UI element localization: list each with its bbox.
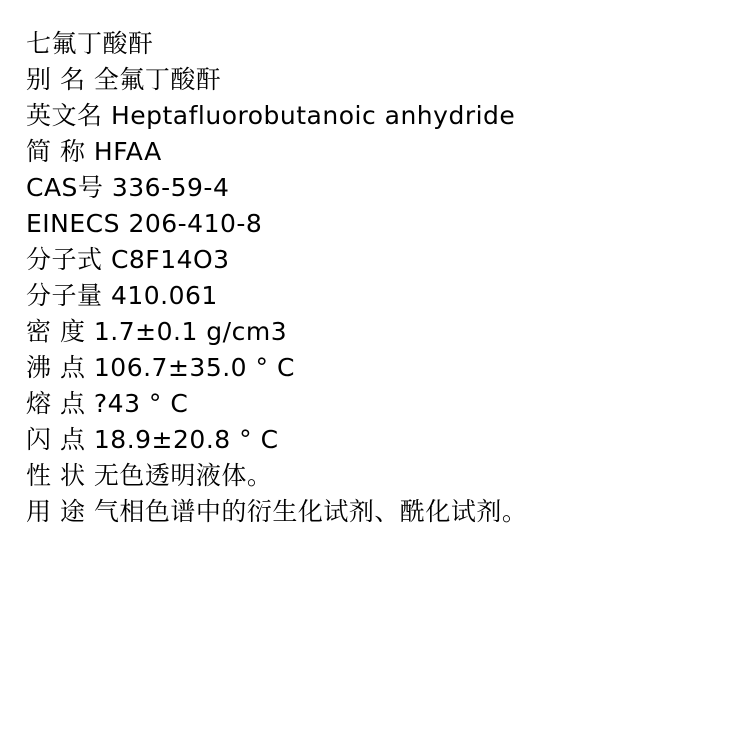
flash-point-line: 闪 点 18.9±20.8 ° C bbox=[26, 425, 279, 454]
usage-line: 用 途 气相色谱中的衍生化试剂、酰化试剂。 bbox=[26, 497, 528, 526]
alias-line: 别 名 全氟丁酸酐 bbox=[26, 65, 222, 94]
density-line: 密 度 1.7±0.1 g/cm3 bbox=[26, 317, 288, 346]
einecs-line: EINECS 206-410-8 bbox=[26, 209, 263, 238]
english-name-line: 英文名 Heptafluorobutanoic anhydride bbox=[26, 101, 516, 130]
appearance-line: 性 状 无色透明液体。 bbox=[26, 461, 273, 490]
product-info-document bbox=[26, 26, 736, 530]
molecular-formula-line: 分子式 C8F14O3 bbox=[26, 245, 230, 274]
molecular-weight-line: 分子量 410.061 bbox=[26, 281, 218, 310]
abbreviation-line: 简 称 HFAA bbox=[26, 137, 162, 166]
melting-point-line: 熔 点 ?43 ° C bbox=[26, 389, 189, 418]
product-title: 七氟丁酸酐 bbox=[26, 29, 154, 58]
boiling-point-line: 沸 点 106.7±35.0 ° C bbox=[26, 353, 295, 382]
cas-number-line: CAS号 336-59-4 bbox=[26, 173, 230, 202]
